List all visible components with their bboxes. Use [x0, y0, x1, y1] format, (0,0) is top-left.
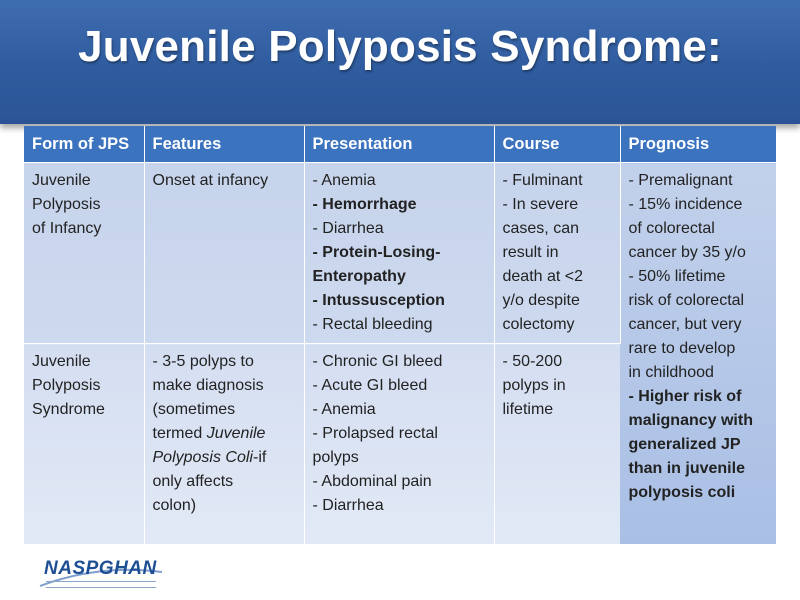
course-cell: [494, 163, 620, 344]
course-line: polyps in: [502, 377, 566, 394]
course-line: y/o despite: [502, 292, 580, 309]
course-line: - Fulminant: [502, 172, 583, 189]
naspghan-logo: [38, 556, 166, 592]
presentation-line: - Protein-Losing-: [312, 244, 441, 261]
features-term: Juvenile: [206, 425, 266, 442]
jps-table: [24, 126, 776, 544]
presentation-line: - Diarrhea: [312, 497, 384, 514]
prognosis-line: than in juvenile: [628, 460, 745, 477]
prognosis-line: - 15% incidence: [628, 196, 743, 213]
features-line: only affects: [152, 473, 234, 490]
course-line: colectomy: [502, 316, 575, 333]
title-bar: [0, 0, 800, 124]
presentation-cell: [304, 163, 494, 344]
prognosis-line: risk of colorectal: [628, 292, 745, 309]
presentation-line: - Acute GI bleed: [312, 377, 428, 394]
form-line: Polyposis: [32, 196, 101, 213]
header-features: Features: [144, 126, 304, 163]
features-line: - 3-5 polyps to: [152, 353, 254, 370]
course-line: - 50-200: [502, 353, 563, 370]
form-cell: [24, 344, 144, 545]
presentation-line: - Chronic GI bleed: [312, 353, 443, 370]
presentation-line: - Prolapsed rectal: [312, 425, 438, 442]
logo-tagline: [46, 581, 156, 588]
presentation-cell: [304, 344, 494, 545]
header-course: Course: [494, 126, 620, 163]
logo-text: NASPGHAN: [44, 558, 157, 579]
prognosis-line: polyposis coli: [628, 484, 736, 501]
features-line: colon): [152, 497, 197, 514]
header-row: [24, 126, 776, 163]
features-term: Polyposis Coli: [152, 449, 253, 466]
prognosis-line: of colorectal: [628, 220, 715, 237]
form-line: Syndrome: [32, 401, 105, 418]
course-line: - In severe: [502, 196, 579, 213]
form-line: Polyposis: [32, 377, 101, 394]
features-text: -if: [252, 449, 267, 466]
features-text: termed: [152, 425, 207, 442]
table-row: [24, 163, 776, 344]
prognosis-line: generalized JP: [628, 436, 741, 453]
features-line: (sometimes: [152, 401, 236, 418]
features-line: [153, 446, 296, 470]
course-line: lifetime: [502, 401, 554, 418]
prognosis-line: cancer, but very: [628, 316, 742, 333]
prognosis-cell: [620, 163, 776, 545]
presentation-line: Enteropathy: [312, 268, 406, 285]
prognosis-line: - Premalignant: [628, 172, 733, 189]
prognosis-line: cancer by 35 y/o: [628, 244, 746, 261]
features-cell: [144, 344, 304, 545]
presentation-line: - Anemia: [312, 401, 376, 418]
presentation-line: - Abdominal pain: [312, 473, 432, 490]
presentation-line: polyps: [312, 449, 359, 466]
presentation-line: - Hemorrhage: [312, 196, 417, 213]
prognosis-line: - Higher risk of: [628, 388, 742, 405]
header-form: Form of JPS: [24, 126, 144, 163]
course-line: cases, can: [502, 220, 579, 237]
features-cell: [144, 163, 304, 344]
presentation-line: - Intussusception: [312, 292, 445, 309]
prognosis-line: - 50% lifetime: [628, 268, 726, 285]
prognosis-line: in childhood: [628, 364, 714, 381]
slide-title: Juvenile Polyposis Syndrome:: [78, 22, 722, 71]
features-line: [153, 422, 296, 446]
features-line: make diagnosis: [152, 377, 264, 394]
course-line: result in: [502, 244, 559, 261]
form-line: Juvenile: [32, 353, 91, 370]
prognosis-line: rare to develop: [628, 340, 736, 357]
form-line: Juvenile: [32, 172, 91, 189]
features-line: Onset at infancy: [152, 172, 269, 189]
header-prognosis: Prognosis: [620, 126, 776, 163]
header-presentation: Presentation: [304, 126, 494, 163]
presentation-line: - Rectal bleeding: [312, 316, 433, 333]
course-cell: [494, 344, 620, 545]
prognosis-line: malignancy with: [628, 412, 753, 429]
presentation-line: - Diarrhea: [312, 220, 384, 237]
form-cell: [24, 163, 144, 344]
course-line: death at <2: [502, 268, 584, 285]
form-line: of Infancy: [32, 220, 102, 237]
presentation-line: - Anemia: [312, 172, 376, 189]
